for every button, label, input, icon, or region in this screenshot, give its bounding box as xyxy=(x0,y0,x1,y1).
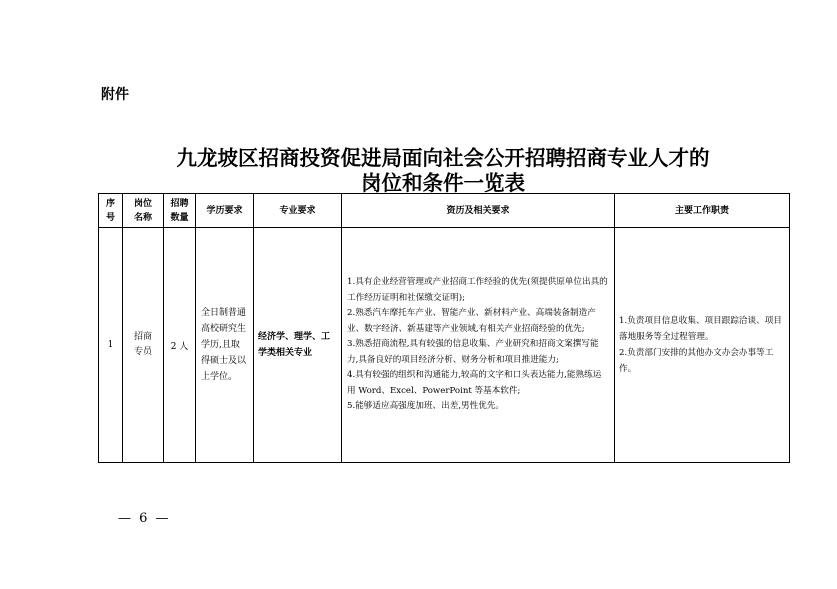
cell-post-name: 招商 专员 xyxy=(123,228,164,463)
attachment-label: 附件 xyxy=(101,87,129,103)
header-education: 学历要求 xyxy=(196,194,254,228)
document-title-line-1: 九龙坡区招商投资促进局面向社会公开招聘招商专业人才的 xyxy=(176,146,710,170)
cell-education: 全日制普通高校研究生学历,且取得硕士及以上学位。 xyxy=(196,228,254,463)
qualification-item: 4.具有较强的组织和沟通能力,较高的文字和口头表达能力,能熟练运用 Word、Excel、PowerPoint 等基本软件; xyxy=(347,370,602,396)
duty-item: 2.负责部门安排的其他办文办会办事等工作。 xyxy=(619,348,774,374)
header-count: 招聘 数量 xyxy=(164,194,196,228)
cell-no: 1 xyxy=(99,228,123,463)
table-row xyxy=(99,228,790,463)
page-number: — 6 — xyxy=(118,511,171,526)
table-header-row xyxy=(99,194,790,228)
cell-major: 经济学、理学、工学类相关专业 xyxy=(254,228,342,463)
qualification-item: 5.能够适应高强度加班、出差,男性优先。 xyxy=(347,401,505,412)
qualification-item: 2.熟悉汽车摩托车产业、智能产业、新材料产业、高端装备制造产业、数字经济、新基建等产业领域,有相关产业招商经验的优先; xyxy=(347,308,596,334)
header-no: 序 号 xyxy=(99,194,123,228)
header-duties: 主要工作职责 xyxy=(615,194,790,228)
cell-duties xyxy=(615,228,790,463)
cell-qualifications xyxy=(342,228,615,463)
cell-count: 2 人 xyxy=(164,228,196,463)
qualification-item: 1.具有企业经营管理或产业招商工作经验的优先(须提供原单位出具的工作经历证明和社保缴交证明); xyxy=(347,277,608,303)
header-post-name: 岗位 名称 xyxy=(123,194,164,228)
duty-item: 1.负责项目信息收集、项目跟踪洽谈、项目落地服务等全过程管理。 xyxy=(619,316,782,342)
document-title-line-2: 岗位和条件一览表 xyxy=(361,171,525,195)
qualification-item: 3.熟悉招商流程,具有较强的信息收集、产业研究和招商文案撰写能力,具备良好的项目经济分析、财务分析和项目推进能力; xyxy=(347,339,599,365)
positions-table xyxy=(98,193,790,463)
header-qualification: 资历及相关要求 xyxy=(342,194,615,228)
header-major: 专业要求 xyxy=(254,194,342,228)
